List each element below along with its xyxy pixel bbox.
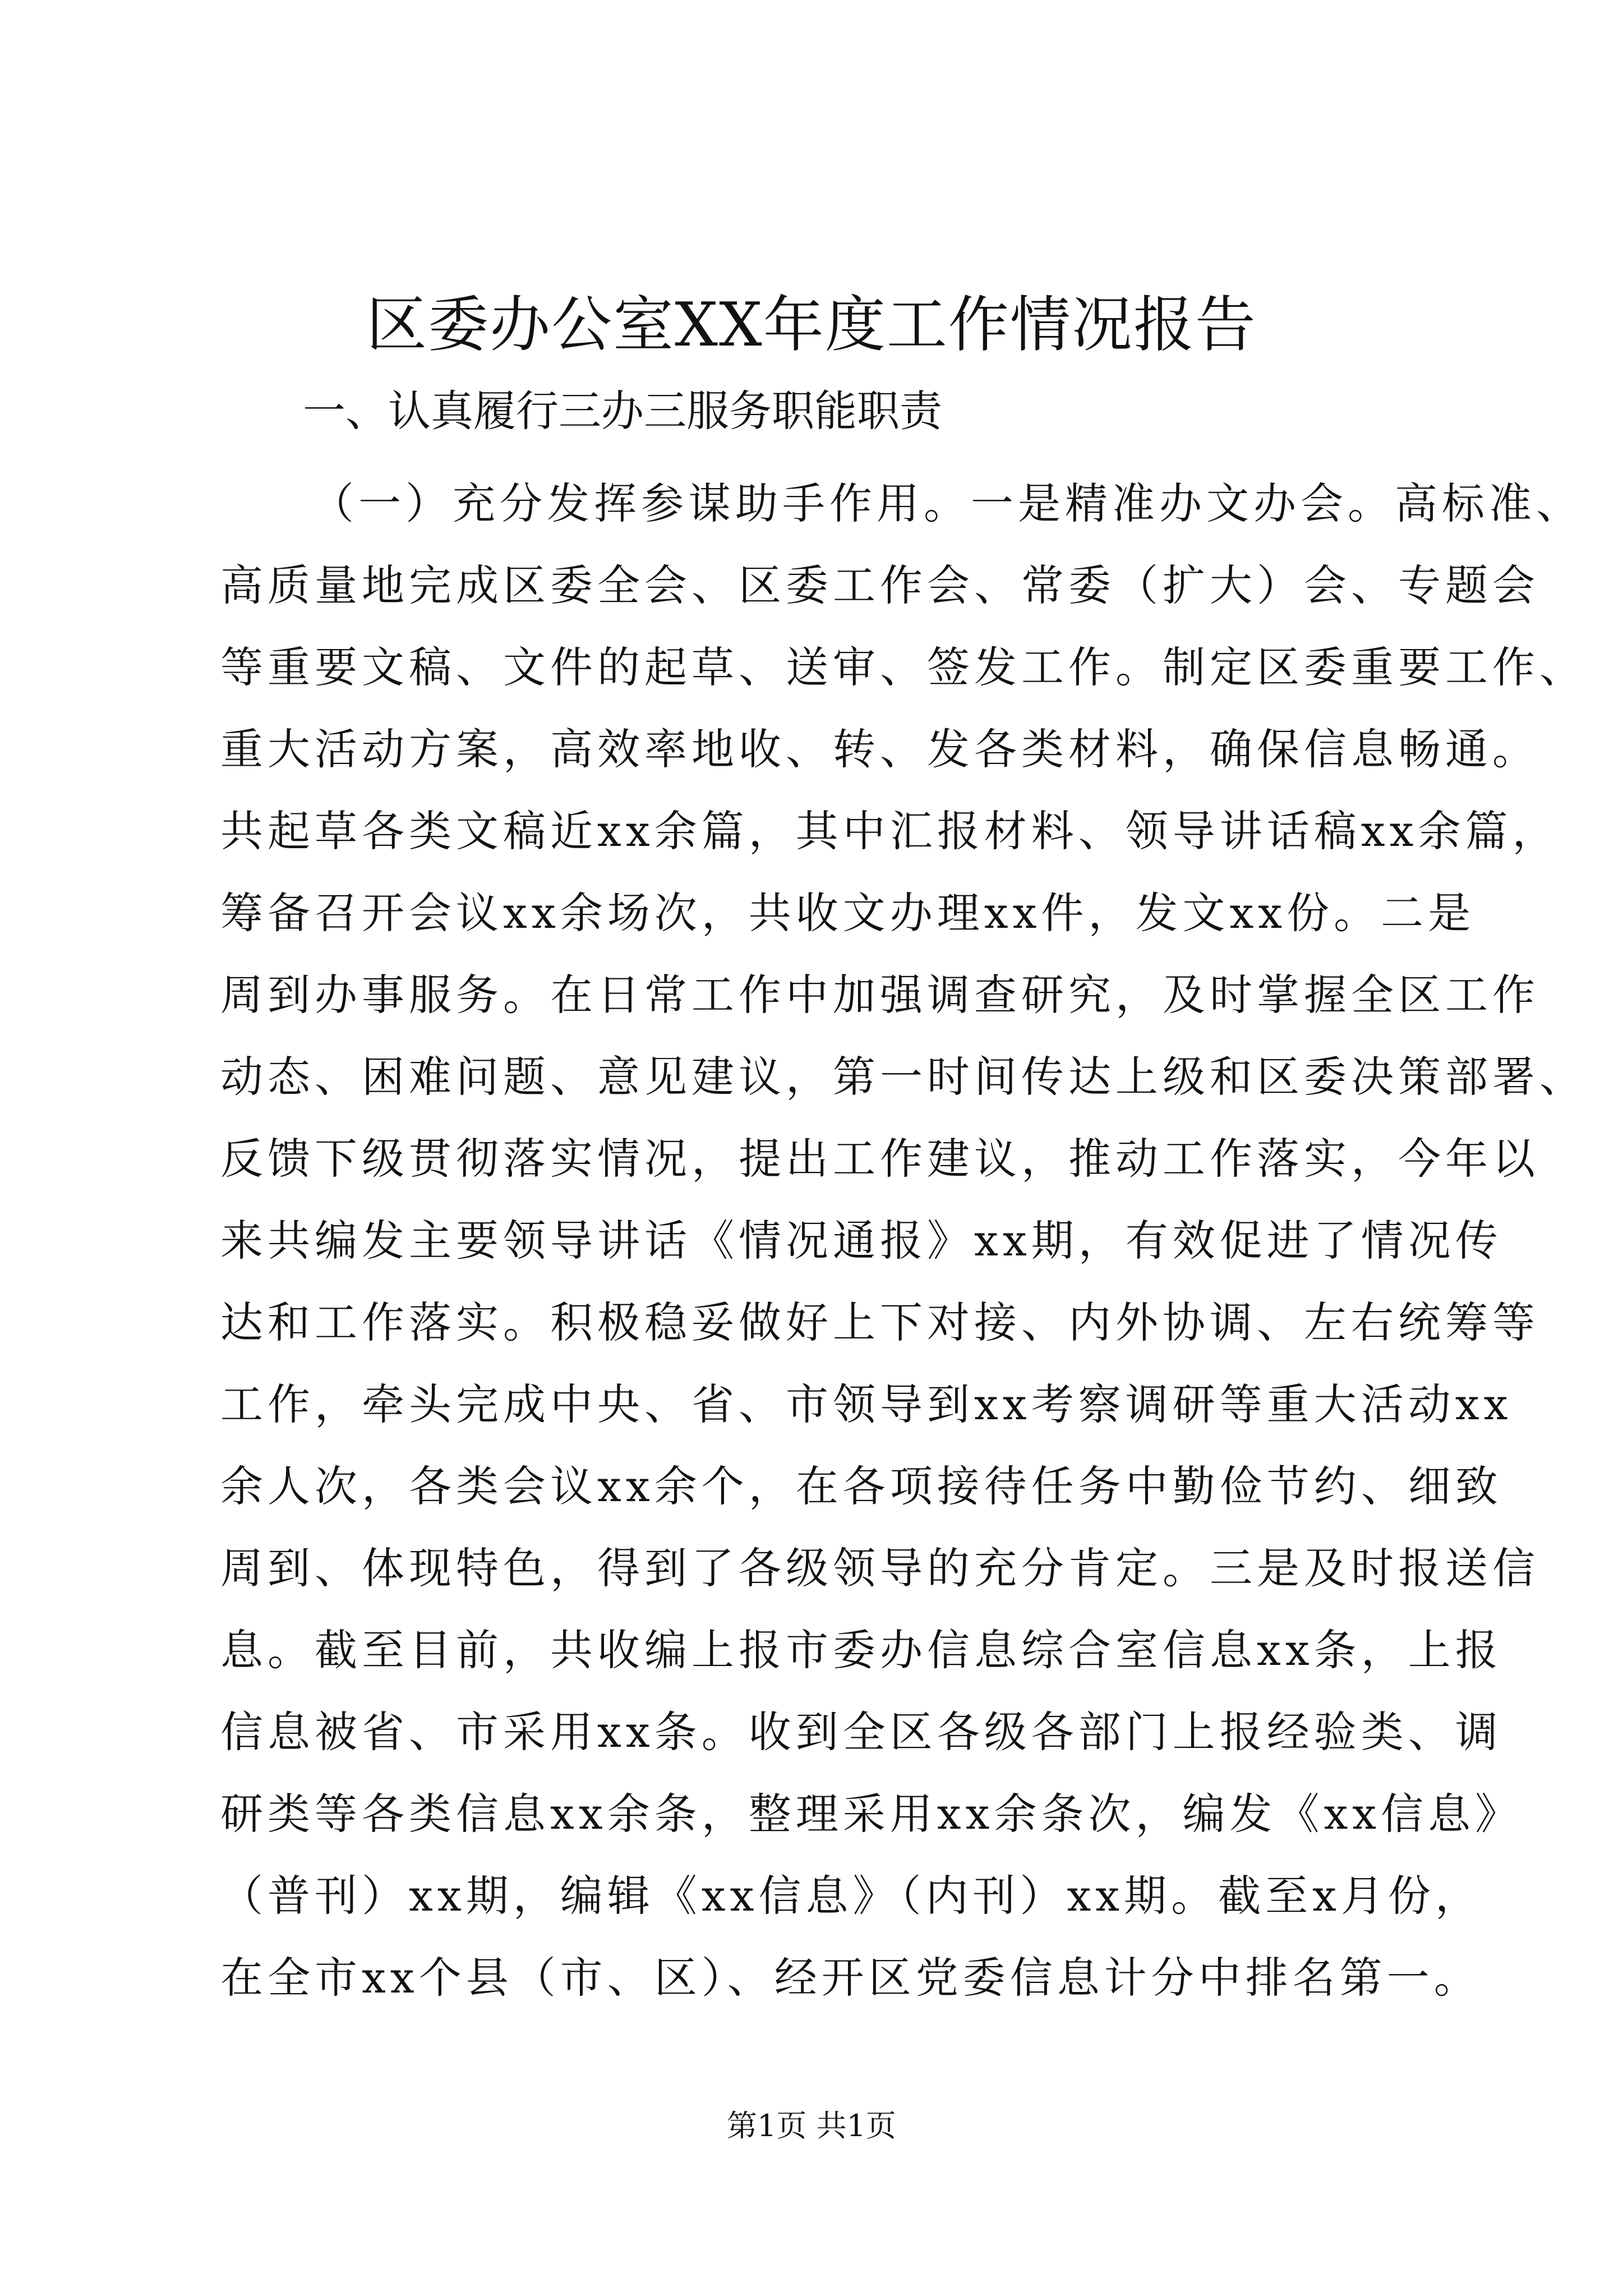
paragraph-line: 来共编发主要领导讲话《情况通报》xx期，有效促进了情况传 bbox=[220, 1216, 1502, 1266]
paragraph-body bbox=[0, 463, 1623, 2019]
paragraph-line: 余人次，各类会议xx余个，在各项接待任务中勤俭节约、细致 bbox=[220, 1461, 1502, 1511]
paragraph-line: 信息被省、市采用xx条。收到全区各级各部门上报经验类、调 bbox=[220, 1707, 1502, 1757]
document-title: 区委办公室XX年度工作情况报告 bbox=[366, 290, 1257, 360]
paragraph-line: 高质量地完成区委全会、区委工作会、常委（扩大）会、专题会 bbox=[220, 560, 1539, 610]
paragraph-line: （一）充分发挥参谋助手作用。一是精准办文办会。高标准、 bbox=[311, 478, 1583, 528]
paragraph-line: （普刊）xx期，编辑《xx信息》（内刊）xx期。截至x月份， bbox=[220, 1871, 1483, 1921]
paragraph-line: 达和工作落实。积极稳妥做好上下对接、内外协调、左右统筹等 bbox=[220, 1297, 1539, 1347]
paragraph-line: 等重要文稿、文件的起草、送审、签发工作。制定区委重要工作、 bbox=[220, 642, 1587, 692]
paragraph-line: 共起草各类文稿近xx余篇，其中汇报材料、领导讲话稿xx余篇， bbox=[220, 806, 1560, 856]
section-heading: 一、认真履行三办三服务职能职责 bbox=[303, 386, 942, 436]
paragraph-line: 息。截至目前，共收编上报市委办信息综合室信息xx条，上报 bbox=[220, 1625, 1502, 1675]
paragraph-line: 动态、困难问题、意见建议，第一时间传达上级和区委决策部署、 bbox=[220, 1052, 1587, 1102]
paragraph-line: 反馈下级贯彻落实情况，提出工作建议，推动工作落实，今年以 bbox=[220, 1134, 1539, 1184]
page-footer: 第1页 共1页 bbox=[727, 2108, 896, 2143]
paragraph-line: 筹备召开会议xx余场次，共收文办理xx件，发文xx份。二是 bbox=[220, 888, 1476, 938]
paragraph-line: 周到办事服务。在日常工作中加强调查研究，及时掌握全区工作 bbox=[220, 970, 1539, 1020]
paragraph-line: 研类等各类信息xx余条，整理采用xx余条次，编发《xx信息》 bbox=[220, 1789, 1523, 1839]
paragraph-line: 在全市xx个县（市、区）、经开区党委信息计分中排名第一。 bbox=[220, 1953, 1481, 2003]
paragraph-line: 周到、体现特色，得到了各级领导的充分肯定。三是及时报送信 bbox=[220, 1543, 1539, 1593]
paragraph-line: 工作，牵头完成中央、省、市领导到xx考察调研等重大活动xx bbox=[220, 1379, 1513, 1429]
paragraph-line: 重大活动方案，高效率地收、转、发各类材料，确保信息畅通。 bbox=[220, 724, 1539, 774]
